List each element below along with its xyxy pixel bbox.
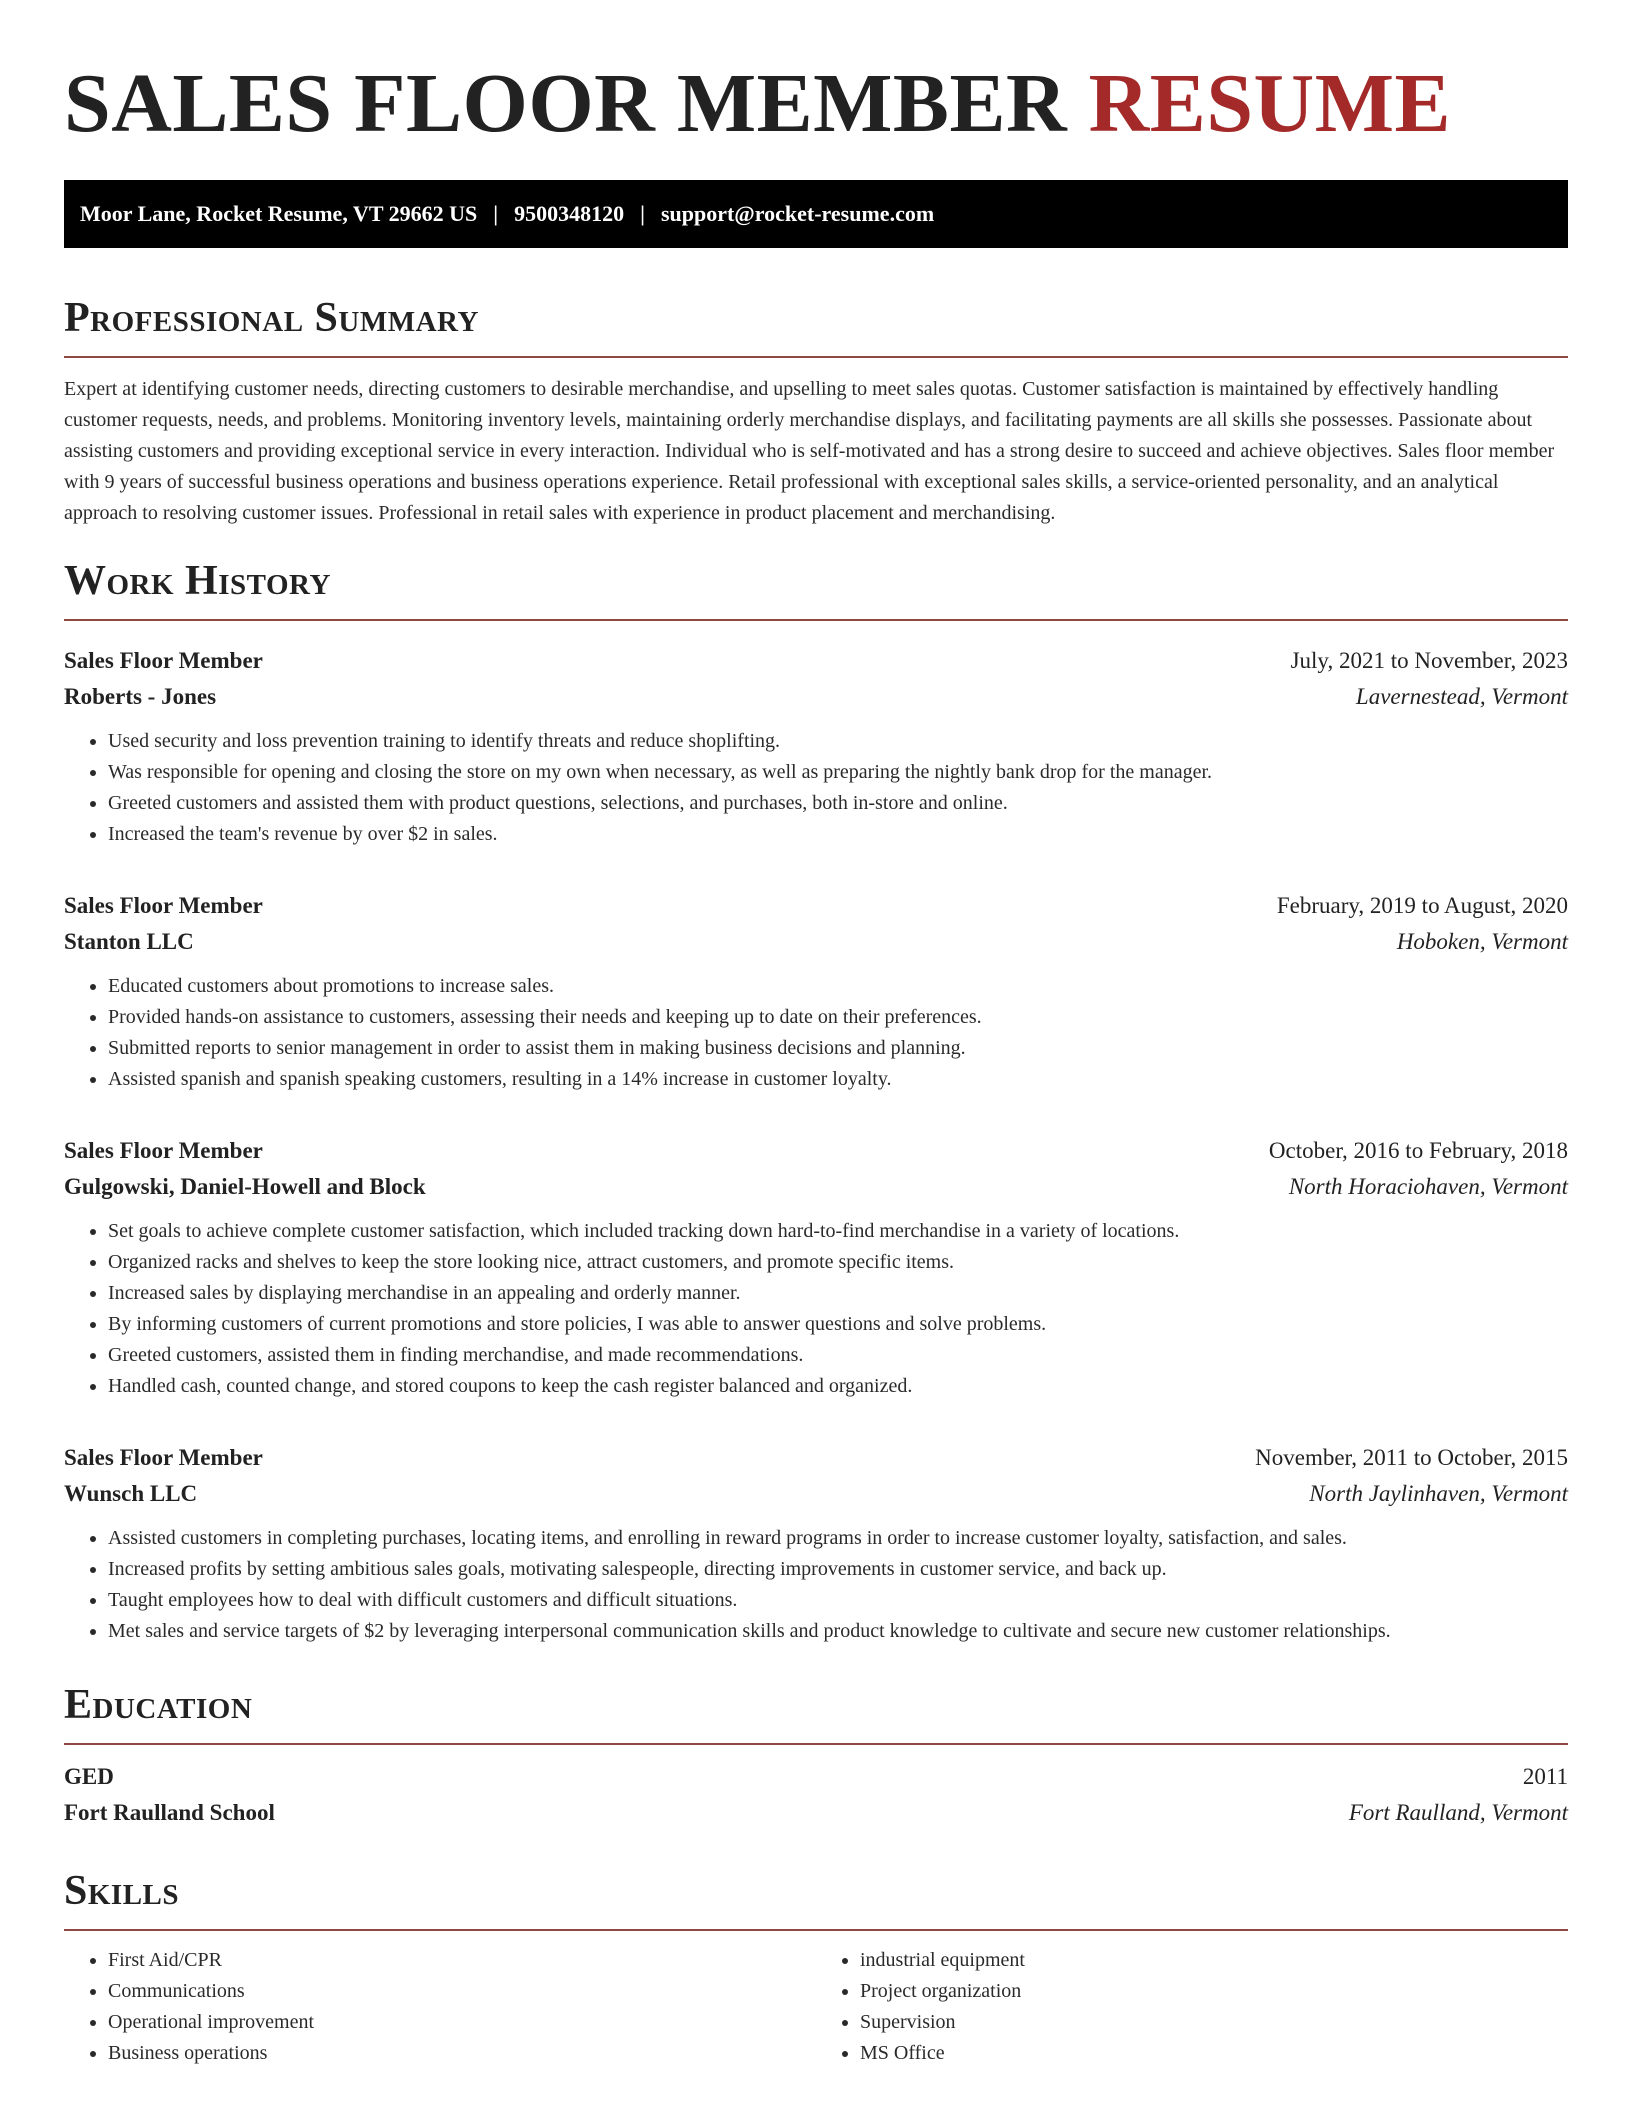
skills-columns xyxy=(64,1945,1568,2069)
job-company-row xyxy=(64,924,1568,960)
job-bullets xyxy=(64,1216,1568,1402)
job-title: Sales Floor Member xyxy=(64,893,263,918)
skill-item: • Business operations xyxy=(108,2038,816,2069)
job-bullets xyxy=(64,1523,1568,1647)
job-company-row xyxy=(64,1476,1568,1512)
education-location: Fort Raulland, Vermont xyxy=(1348,1800,1568,1825)
job-bullets xyxy=(64,726,1568,850)
job-title-row xyxy=(64,888,1568,924)
job-company-row xyxy=(64,1169,1568,1205)
job-bullet: • Organized racks and shelves to keep the store looking nice, attract customers, and promote specific items. xyxy=(108,1247,1568,1278)
job-entry xyxy=(64,888,1568,1095)
contact-separator: | xyxy=(640,201,645,226)
summary-text: Expert at identifying customer needs, directing customers to desirable merchandise, and upselling to meet sales quotas. Customer satisfaction is maintained by effectively handling customer requests, needs, and problems. Monitoring inventory levels, maintaining orderly merchandise displays, and facilitating payments are all skills she possesses. Passionate about assisting customers and providing exceptional service in every interaction. Individual who is self-motivated and has a strong desire to succeed and achieve objectives. Sales floor member with 9 years of successful business operations and business operations experience. Retail professional with exceptional sales skills, a service-oriented personality, and an analytical approach to resolving customer issues. Professional in retail sales with experience in product placement and merchandising. xyxy=(64,378,1555,524)
skill-item: • First Aid/CPR xyxy=(108,1945,816,1976)
education-school: Fort Raulland School xyxy=(64,1800,275,1825)
job-company: Wunsch LLC xyxy=(64,1481,198,1506)
education-school-row xyxy=(64,1795,1568,1831)
job-title: Sales Floor Member xyxy=(64,1445,263,1470)
job-title-row xyxy=(64,643,1568,679)
job-company-row xyxy=(64,679,1568,715)
job-bullet: • Used security and loss prevention training to identify threats and reduce shoplifting. xyxy=(108,726,1568,757)
job-dates: February, 2019 to August, 2020 xyxy=(1276,893,1568,918)
section-heading-work: Work History xyxy=(64,557,1568,621)
education-degree-row xyxy=(64,1759,1568,1795)
job-bullet: • Greeted customers and assisted them with product questions, selections, and purchases, both in-store and online. xyxy=(108,788,1568,819)
job-bullet: • Set goals to achieve complete customer satisfaction, which included tracking down hard-to-find merchandise in a variety of locations. xyxy=(108,1216,1568,1247)
job-dates: July, 2021 to November, 2023 xyxy=(1290,648,1568,673)
contact-phone: 9500348120 xyxy=(514,201,625,226)
job-bullet: • Provided hands-on assistance to customers, assessing their needs and keeping up to date on their preferences. xyxy=(108,1002,1568,1033)
job-location: North Horaciohaven, Vermont xyxy=(1288,1174,1568,1199)
job-title: Sales Floor Member xyxy=(64,1138,263,1163)
job-bullet: • Was responsible for opening and closing the store on my own when necessary, as well as preparing the nightly bank drop for the manager. xyxy=(108,757,1568,788)
job-bullet: • By informing customers of current promotions and store policies, I was able to answer questions and solve problems. xyxy=(108,1309,1568,1340)
job-bullet: • Taught employees how to deal with difficult customers and difficult situations. xyxy=(108,1585,1568,1616)
job-bullets xyxy=(64,971,1568,1095)
section-heading-summary: Professional Summary xyxy=(64,294,1568,358)
job-entry xyxy=(64,643,1568,850)
section-heading-education: Education xyxy=(64,1681,1568,1745)
skill-item: • Communications xyxy=(108,1976,816,2007)
job-dates: November, 2011 to October, 2015 xyxy=(1255,1445,1568,1470)
job-bullet: • Submitted reports to senior management in order to assist them in making business decisions and planning. xyxy=(108,1033,1568,1064)
resume-title xyxy=(64,58,1568,150)
summary-section xyxy=(64,294,1568,529)
job-location: North Jaylinhaven, Vermont xyxy=(1309,1481,1568,1506)
job-bullet: • Increased the team's revenue by over $2 in sales. xyxy=(108,819,1568,850)
job-bullet: • Increased profits by setting ambitious sales goals, motivating salespeople, directing improvements in customer service, and back up. xyxy=(108,1554,1568,1585)
job-company: Gulgowski, Daniel-Howell and Block xyxy=(64,1174,426,1199)
job-title-row xyxy=(64,1133,1568,1169)
education-entry xyxy=(64,1759,1568,1831)
contact-bar xyxy=(64,180,1568,248)
skills-list-right xyxy=(816,1945,1568,2069)
job-company: Roberts - Jones xyxy=(64,684,217,709)
skill-item: • Operational improvement xyxy=(108,2007,816,2038)
job-bullet: • Increased sales by displaying merchandise in an appealing and orderly manner. xyxy=(108,1278,1568,1309)
job-bullet: • Met sales and service targets of $2 by leveraging interpersonal communication skills and product knowledge to cultivate and secure new customer relationships. xyxy=(108,1616,1568,1647)
work-history-section xyxy=(64,557,1568,1647)
skill-item: • industrial equipment xyxy=(860,1945,1568,1976)
job-location: Lavernestead, Vermont xyxy=(1355,684,1568,709)
job-title: Sales Floor Member xyxy=(64,648,263,673)
job-entry xyxy=(64,1440,1568,1647)
job-dates: October, 2016 to February, 2018 xyxy=(1268,1138,1568,1163)
skills-list-left xyxy=(64,1945,816,2069)
contact-separator: | xyxy=(493,201,499,226)
job-bullet: • Assisted spanish and spanish speaking customers, resulting in a 14% increase in customer loyalty. xyxy=(108,1064,1568,1095)
education-degree: GED xyxy=(64,1764,114,1789)
job-bullet: • Handled cash, counted change, and stored coupons to keep the cash register balanced and organized. xyxy=(108,1371,1568,1402)
title-accent: RESUME xyxy=(1088,57,1452,150)
resume-page xyxy=(64,0,1568,2069)
job-bullet: • Educated customers about promotions to increase sales. xyxy=(108,971,1568,1002)
skill-item: • Project organization xyxy=(860,1976,1568,2007)
job-bullet: • Assisted customers in completing purchases, locating items, and enrolling in reward programs in order to increase customer loyalty, satisfaction, and sales. xyxy=(108,1523,1568,1554)
job-location: Hoboken, Vermont xyxy=(1396,929,1568,954)
education-year: 2011 xyxy=(1522,1764,1568,1789)
job-title-row xyxy=(64,1440,1568,1476)
skills-section xyxy=(64,1867,1568,2069)
education-section xyxy=(64,1681,1568,1831)
title-main: SALES FLOOR MEMBER xyxy=(64,57,1068,150)
skill-item: • Supervision xyxy=(860,2007,1568,2038)
job-entry xyxy=(64,1133,1568,1402)
contact-email[interactable]: support@rocket-resume.com xyxy=(660,201,935,226)
contact-address: Moor Lane, Rocket Resume, VT 29662 US xyxy=(80,201,478,226)
job-bullet: • Greeted customers, assisted them in finding merchandise, and made recommendations. xyxy=(108,1340,1568,1371)
section-heading-skills: Skills xyxy=(64,1867,1568,1931)
skill-item: • MS Office xyxy=(860,2038,1568,2069)
job-company: Stanton LLC xyxy=(64,929,194,954)
